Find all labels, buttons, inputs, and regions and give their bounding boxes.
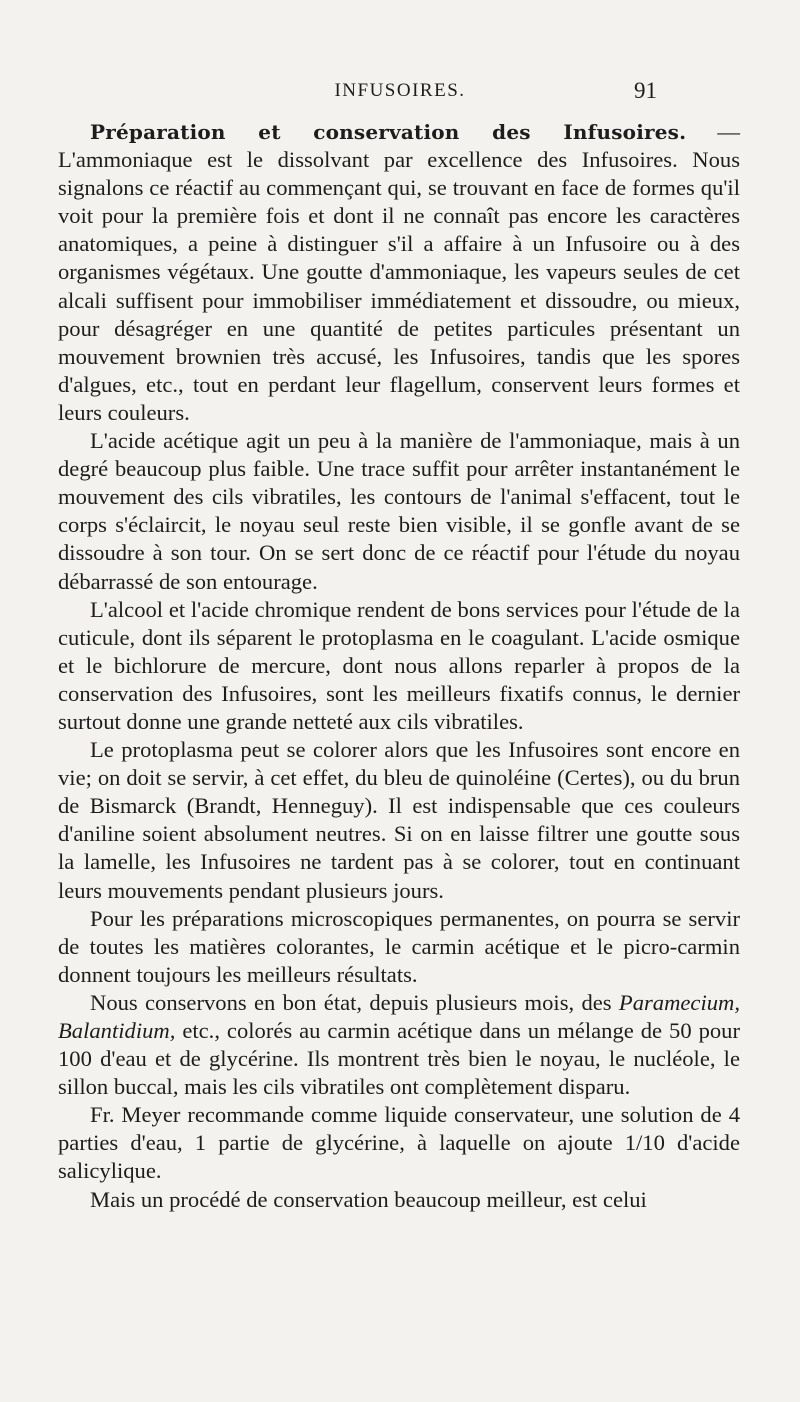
paragraph-conservation <box>58 989 740 1101</box>
paragraph-procede: Mais un procédé de conservation beaucoup meilleur, est celui <box>90 1186 647 1212</box>
paragraph-coloration: Le protoplasma peut se colorer alors que les Infusoires sont encore en vie; on doit se servir, à cet effet, du bleu de quinoléine (Certes), ou du brun de Bismarck (Brandt, Henneguy). Il est indispensable que ces couleurs d'aniline soient absolument neutres. Si on en laisse filtrer une goutte sous la lamelle, les Infusoires ne tardent pas à se colorer, tout en continuant leurs mouvements pendant plusieurs jours. <box>58 737 740 903</box>
section-heading: Préparation et conservation des Infusoires. <box>90 120 687 144</box>
running-head <box>0 80 800 110</box>
paragraph-text: etc., colorés au carmin acétique dans un mélange de 50 pour 100 d'eau et de glycérine. Ils montrent très bien le noyau, le nucléole, le sillon buccal, mais les cils vibratiles ont complètement disparu. <box>58 1018 740 1100</box>
paragraph-text: — L'ammoniaque est le dissolvant par excellence des Infusoires. Nous signalons ce réactif au commençant qui, se trouvant en face de formes qu'il voit pour la première fois et dont il ne connaît pas encore les caractères anatomiques, a peine à distinguer s'il a affaire à un Infusoire ou à des organismes végétaux. Une goutte d'ammoniaque, les vapeurs seules de cet alcali suffisent pour immobiliser immédiatement et dissoudre, ou mieux, pour désagréger en une quantité de petites particules présentant un mouvement brownien très accusé, les Infusoires, tandis que les spores d'algues, etc., tout en perdant leur flagellum, conservent leurs formes et leurs couleurs. <box>58 119 740 425</box>
paragraph-meyer: Fr. Meyer recommande comme liquide conservateur, une solution de 4 parties d'eau, 1 partie de glycérine, à laquelle on ajoute 1/10 d'acide salicylique. <box>58 1102 740 1184</box>
taxon-name: Balantidium, <box>58 1018 176 1043</box>
paragraph-ammoniaque <box>58 118 740 427</box>
body-text <box>58 118 740 1214</box>
paragraph-acide-acetique: L'acide acétique agit un peu à la manière de l'ammoniaque, mais à un degré beaucoup plus faible. Une trace suffit pour arrêter instantanément le mouvement des cils vibratiles, les contours de l'animal s'effacent, tout le corps s'éclaircit, le noyau seul reste bien visible, il se gonfle avant de se dissoudre à son tour. On se sert donc de ce réactif pour l'étude du noyau débarrassé de son entourage. <box>58 428 740 594</box>
paragraph-preparations: Pour les préparations microscopiques permanentes, on pourra se servir de toutes les matières colorantes, le carmin acétique et le picro-carmin donnent toujours les meilleurs résultats. <box>58 905 740 987</box>
taxon-name: Paramecium, <box>618 989 740 1015</box>
paragraph-alcool: L'alcool et l'acide chromique rendent de bons services pour l'étude de la cuticule, dont ils séparent le protoplasma en le coagulant. L'acide osmique et le bichlorure de mercure, dont nous allons reparler à propos de la conservation des Infusoires, sont les meilleurs fixatifs connus, le dernier surtout donne une grande netteté aux cils vibratiles. <box>58 596 740 734</box>
paragraph-text: Nous conservons en bon état, depuis plusieurs mois, des <box>90 989 612 1015</box>
page-number: 91 <box>634 78 657 103</box>
running-title: INFUSOIRES. <box>334 80 466 101</box>
